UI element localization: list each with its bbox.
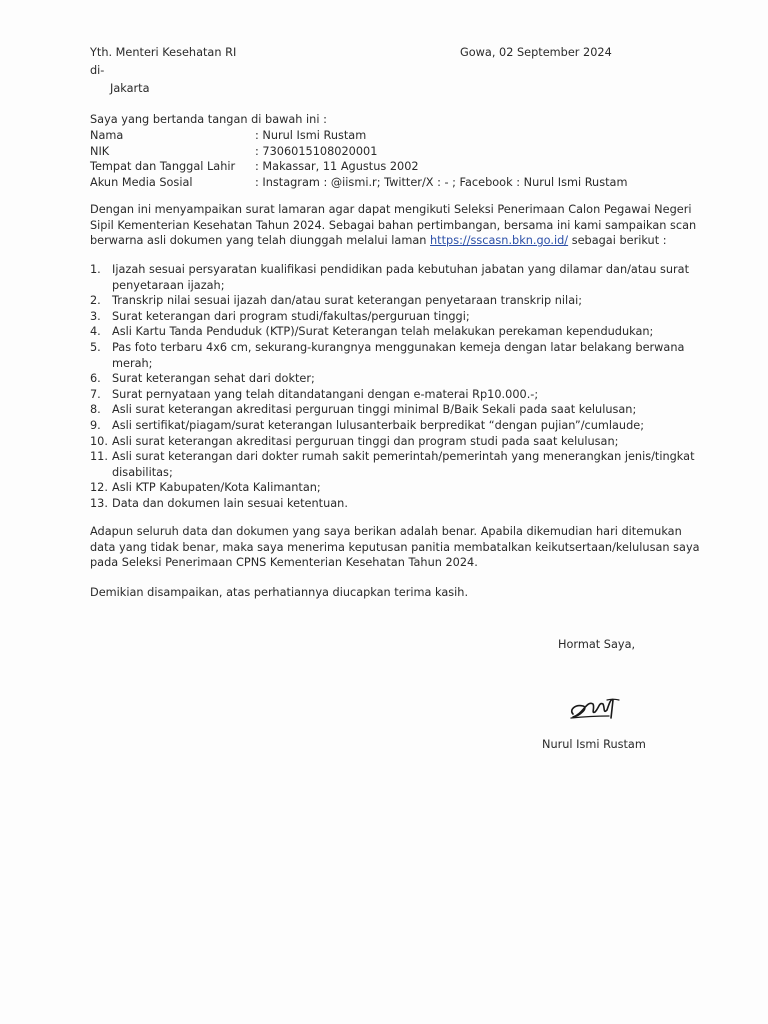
paragraph-line [90,233,690,249]
list-item [90,449,710,480]
list-item [90,324,710,340]
list-item-line: Asli surat keterangan dari dokter rumah sakit pemerintah/pemerintah yang menerangkan jenis/tingkat [112,450,695,464]
list-item-text [112,449,710,480]
list-item-line: Pas foto terbaru 4x6 cm, sekurang-kurangnya menggunakan kemeja dengan latar belakang berwana [112,340,685,354]
list-item-text [112,496,710,512]
paragraph-text: berwarna asli dokumen yang telah diunggah melalui laman [90,234,431,248]
list-item [90,387,710,403]
list-item-number: 2. [90,294,101,308]
statement-paragraph [90,524,700,571]
list-item-number: 5. [90,340,101,354]
list-item-line: Transkrip nilai sesuai ijazah dan/atau surat keterangan penyetaraan transkrip nilai; [112,294,583,308]
list-item [90,340,710,371]
list-item-line: Asli Kartu Tanda Penduduk (KTP)/Surat Keterangan telah melakukan perekaman kependudukan; [112,325,654,339]
list-item-text [112,387,710,403]
list-item-text [112,418,710,434]
recipient-block [90,45,236,99]
intro-text: Saya yang bertanda tangan di bawah ini : [90,113,327,126]
identity-value: : Nurul Ismi Rustam [255,129,367,142]
list-item-line: Asli surat keterangan akreditasi perguruan tinggi minimal B/Baik Sekali pada saat kelulusan; [112,403,637,417]
list-item-line: Data dan dokumen lain sesuai ketentuan. [112,496,348,510]
list-item-line: merah; [112,356,153,370]
recipient-line: di- [90,64,105,77]
list-item [90,496,710,512]
list-item-text [112,402,710,418]
identity-label: Nama [90,129,124,142]
identity-label: Akun Media Sosial [90,175,193,189]
list-item-number: 4. [90,325,101,339]
list-item [90,371,710,387]
sscasn-link[interactable]: https://sscasn.bkn.go.id/ [430,234,569,248]
document-list [90,262,710,512]
paragraph-text: sebagai berikut : [568,234,667,248]
salutation: Hormat Saya, [558,638,636,651]
list-item-number: 6. [90,372,101,386]
list-item-number: 9. [90,418,101,432]
paragraph-line: Adapun seluruh data dan dokumen yang saya berikan adalah benar. Apabila dikemudian hari ditemukan [90,525,682,538]
identity-value: : Makassar, 11 Agustus 2002 [255,160,419,173]
list-item-text [112,324,710,340]
list-item-text [112,371,710,387]
list-item-line: Surat keterangan dari program studi/fakultas/perguruan tinggi; [112,309,470,323]
list-item [90,418,710,434]
list-item [90,262,710,293]
list-item-line: Ijazah sesuai persyaratan kualifikasi pendidikan pada kebutuhan jabatan yang dilamar dan/atau surat [112,263,689,276]
paragraph-line: Sipil Kementerian Kesehatan Tahun 2024. Sebagai bahan pertimbangan, bersama ini kami sampaikan scan [90,218,697,232]
place-date: Gowa, 02 September 2024 [460,46,612,59]
list-item-text [112,293,710,309]
identity-row [90,128,627,144]
list-item-line: Surat keterangan sehat dari dokter; [112,372,315,386]
list-item-number: 8. [90,403,101,417]
paragraph-line: pada Seleksi Penerimaan CPNS Kementerian Kesehatan Tahun 2024. [90,556,478,570]
list-item [90,309,710,325]
list-item-number: 1. [90,263,101,276]
list-item-line: Surat pernyataan yang telah ditandatangani dengan e-materai Rp10.000.-; [112,387,539,401]
list-item-text [112,262,710,293]
recipient-city: Jakarta [110,82,150,95]
list-item [90,480,710,496]
list-item-number: 11. [90,450,108,464]
list-item-number: 3. [90,309,101,323]
list-item-number: 10. [90,434,108,448]
identity-label: NIK [90,144,110,158]
identity-value: : Instagram : @iismi.r; Twitter/X : - ; Facebook : Nurul Ismi Rustam [255,175,628,189]
list-item-text [112,309,710,325]
list-item-line: Asli KTP Kabupaten/Kota Kalimantan; [112,481,321,495]
paragraph-line: Dengan ini menyampaikan surat lamaran agar dapat mengikuti Seleksi Penerimaan Calon Pegawai Negeri [90,203,692,216]
paragraph-line: data yang tidak benar, maka saya menerima keputusan panitia membatalkan keikutsertaan/kelulusan saya [90,540,700,554]
list-item-line: Asli sertifikat/piagam/surat keterangan lulusanterbaik berpredikat “dengan pujian”/cumlaude; [112,418,645,432]
list-item-text [112,340,710,371]
identity-row [90,144,627,160]
list-item [90,402,710,418]
signature-icon [565,690,625,722]
list-item-number: 13. [90,496,108,510]
identity-table [90,128,627,190]
identity-label: Tempat dan Tanggal Lahir [90,160,236,173]
signatory-name: Nurul Ismi Rustam [542,738,646,751]
list-item-number: 12. [90,481,108,495]
list-item-line: disabilitas; [112,465,173,479]
list-item-line: penyetaraan ijazah; [112,278,225,292]
list-item [90,434,710,450]
list-item-number: 7. [90,387,101,401]
list-item-text [112,480,710,496]
closing-text: Demikian disampaikan, atas perhatiannya diucapkan terima kasih. [90,586,469,599]
list-item [90,293,710,309]
identity-row [90,159,627,175]
identity-value: : 7306015108020001 [255,144,378,158]
recipient-line: Yth. Menteri Kesehatan RI [90,46,237,59]
list-item-line: Asli surat keterangan akreditasi perguruan tinggi dan program studi pada saat kelulusan; [112,434,619,448]
list-item-text [112,434,710,450]
purpose-paragraph [90,202,697,249]
identity-row [90,175,627,191]
